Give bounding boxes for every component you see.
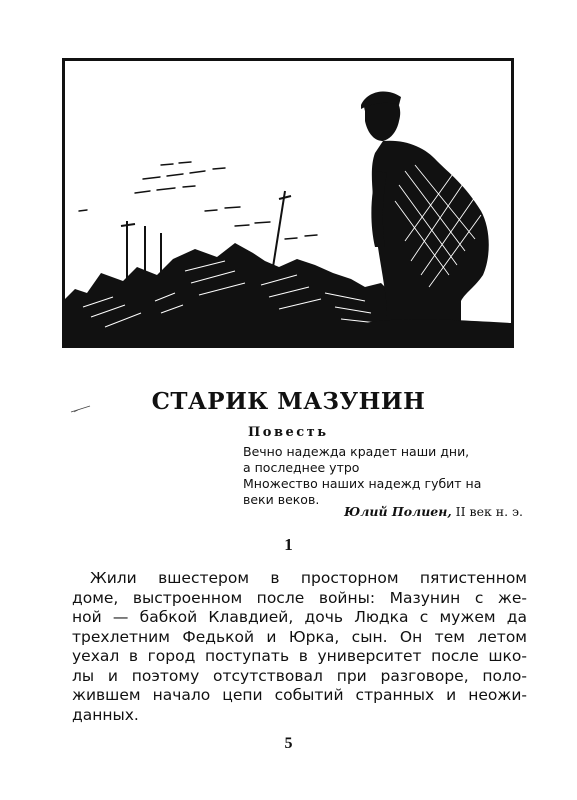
- epigraph-line: Множество наших надежд губит на: [243, 476, 482, 491]
- paragraph-line: лы и поэтому отсутствовал при разговоре, поло-: [72, 666, 527, 685]
- sky-hatching: [79, 162, 317, 239]
- paragraph-line: ной — бабкой Клавдией, дочь Людка с мужем да: [72, 608, 527, 626]
- epigraph-line: Вечно надежда крадет наши дни,: [243, 444, 470, 459]
- old-man-village-engraving: [65, 61, 511, 345]
- paragraph-line: данных.: [72, 705, 139, 724]
- paragraph-line: уехал в город поступать в университет после шко-: [72, 647, 527, 665]
- epigraph-line: веки веков.: [243, 492, 320, 507]
- story-title: СТАРИК МАЗУНИН: [151, 388, 426, 415]
- epigraph-author-period: II век н. э.: [451, 504, 523, 519]
- ground-shadow: [365, 319, 511, 345]
- village-rooftops: [65, 243, 395, 345]
- paragraph-line: Жили вшестером в просторном пятистенном: [90, 569, 527, 587]
- paragraph-line: жившем начало цепи событий странных и неожи-: [72, 686, 527, 704]
- chapter-number: 1: [284, 535, 293, 554]
- epigraph-line: а последнее утро: [243, 460, 360, 475]
- frontispiece-illustration: [62, 58, 514, 348]
- paragraph-line: доме, выстроенном после войны: Мазунин с же-: [72, 588, 527, 607]
- page-number: 5: [284, 735, 293, 752]
- figure-coat: [372, 141, 489, 345]
- genre-label: Повесть: [248, 425, 329, 440]
- chapter-paragraph: [72, 569, 527, 725]
- epigraph-author-name: Юлий Полиен,: [344, 504, 452, 519]
- epigraph: [243, 444, 525, 508]
- epigraph-attribution: [243, 504, 523, 519]
- paragraph-line: трехлетним Федькой и Юрка, сын. Он тем летом: [72, 627, 527, 646]
